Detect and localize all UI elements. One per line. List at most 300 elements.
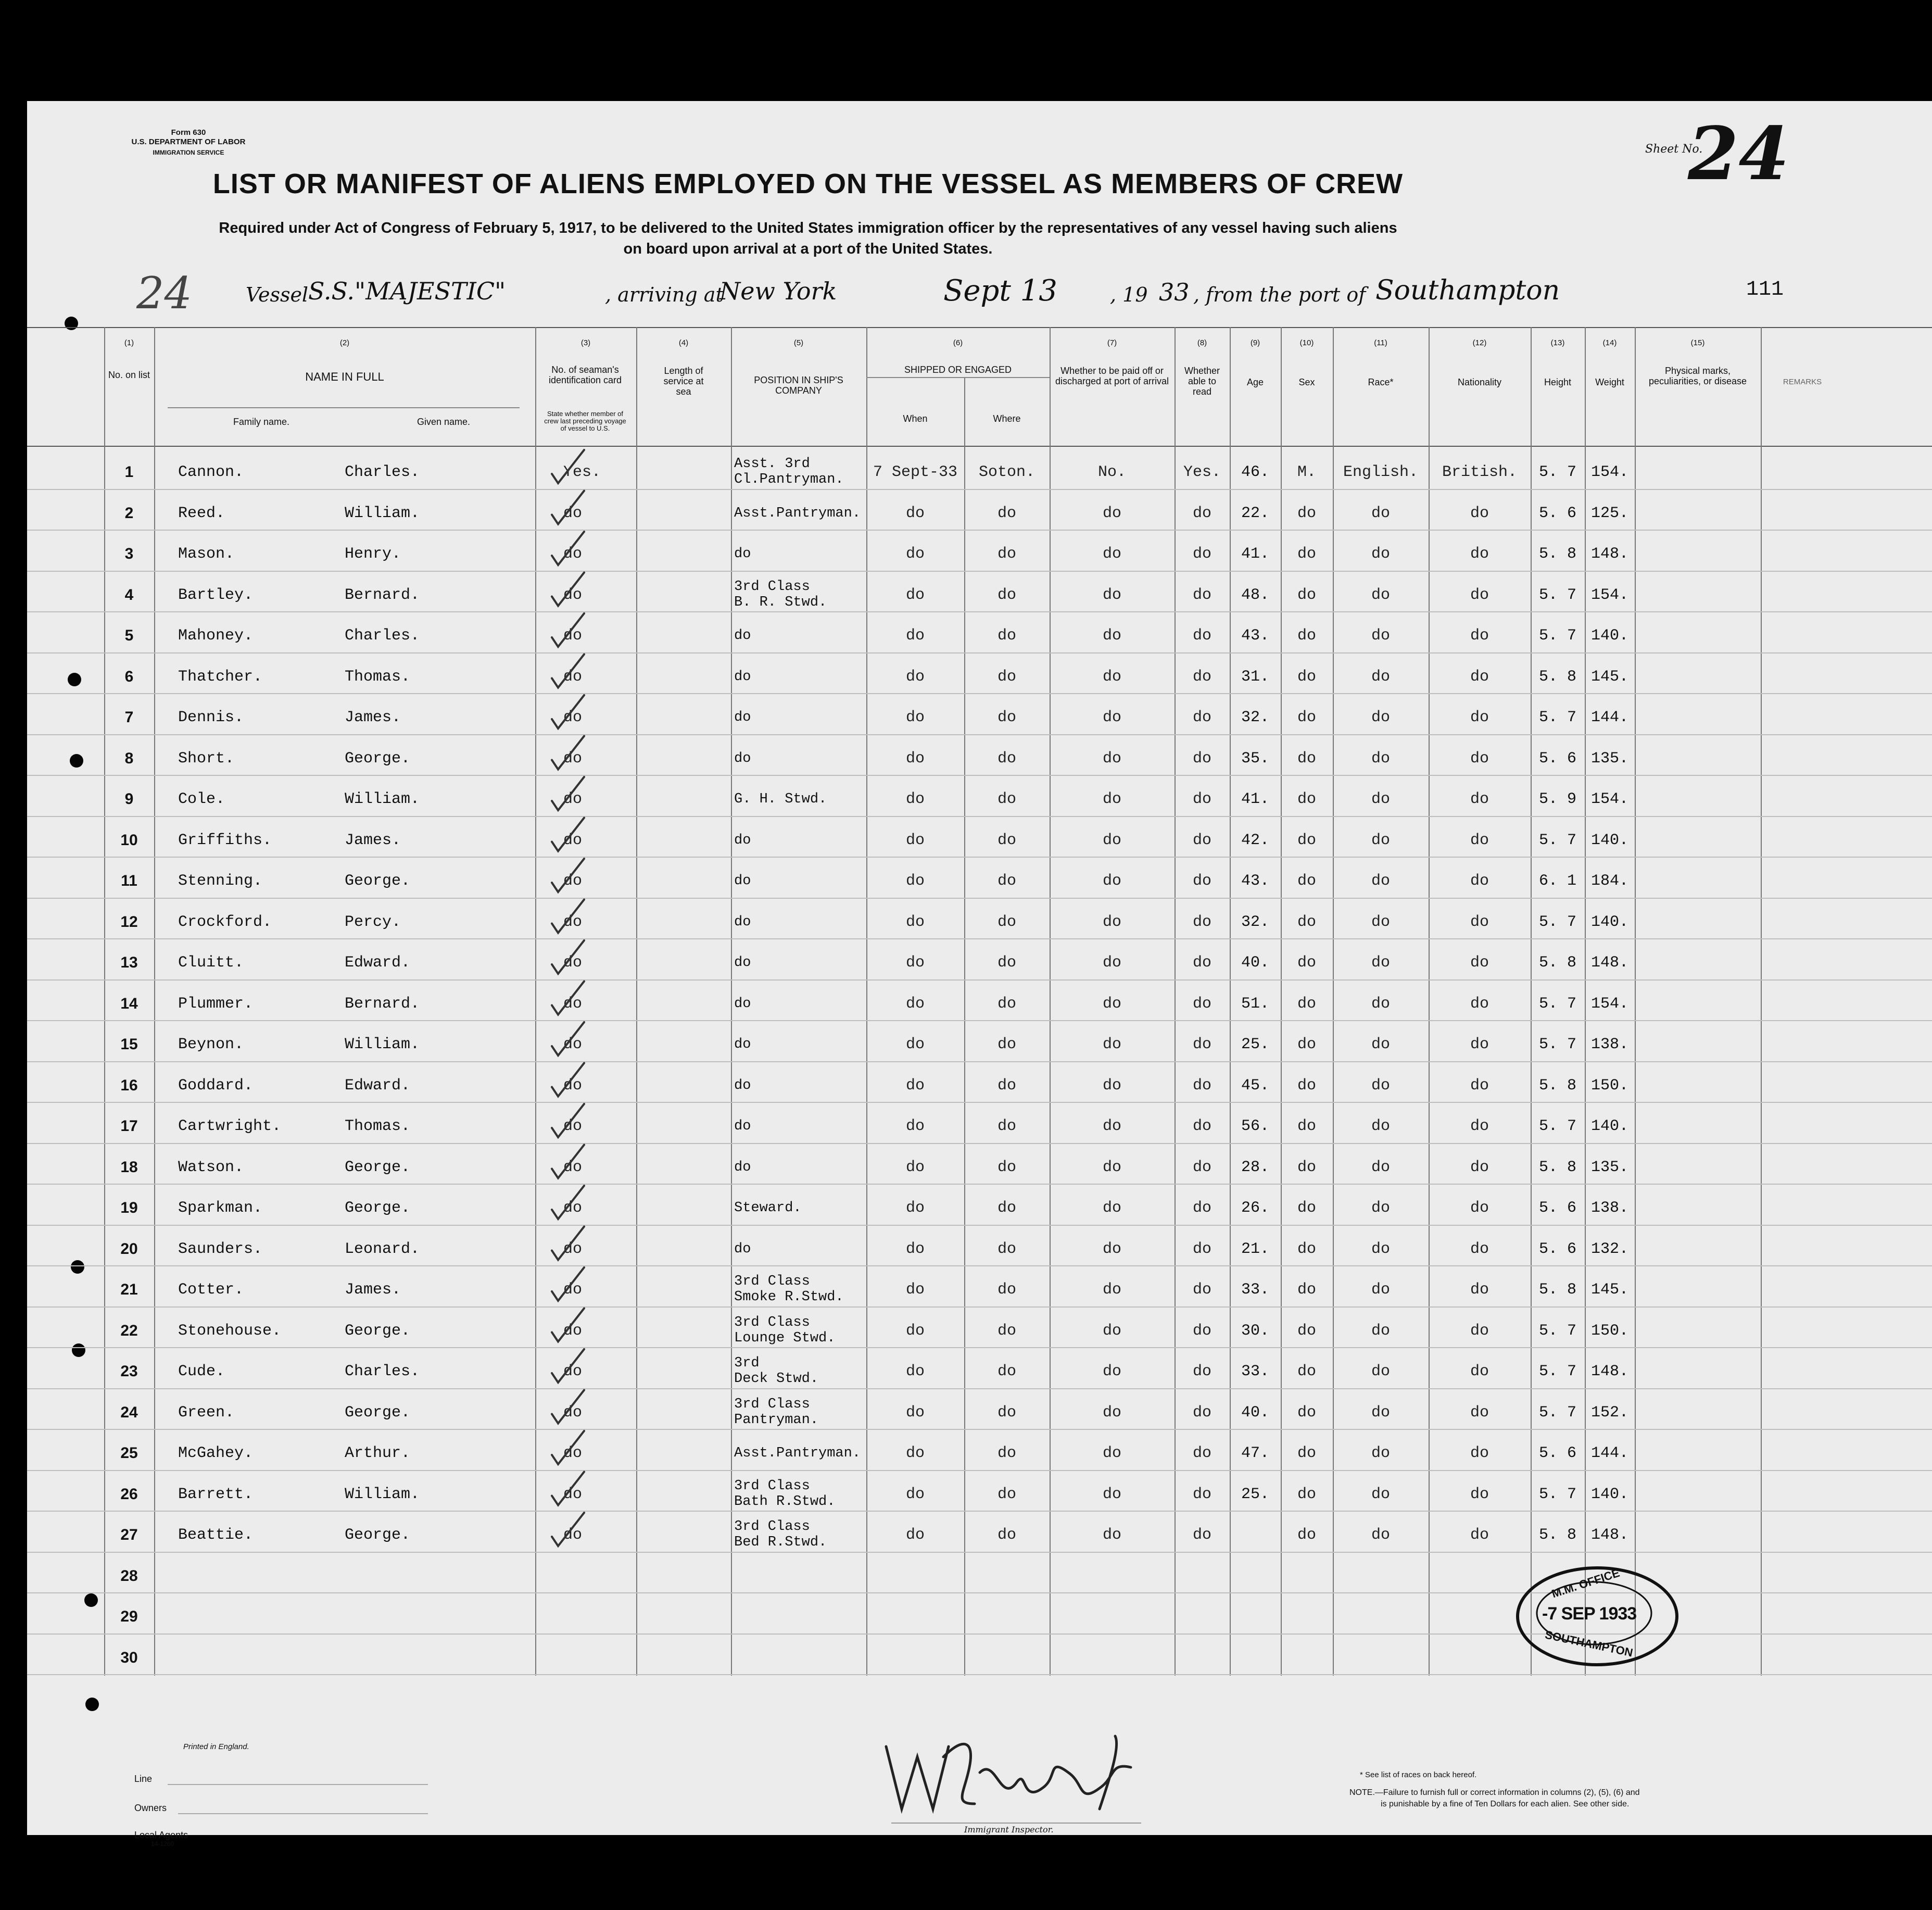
cell-shipped-when: do (905, 1363, 925, 1380)
cell-race: do (1371, 1117, 1390, 1135)
cell-previous-voyage: do (563, 668, 583, 686)
cell-family-name: Crockford. (178, 913, 272, 931)
cell-sex: do (1297, 1036, 1316, 1053)
cell-age: 40. (1241, 1403, 1269, 1422)
cell-position: do (734, 628, 751, 644)
cell-weight: 150. (1590, 1076, 1628, 1095)
cell-paid-off: do (1102, 1076, 1121, 1095)
cell-position: do (734, 750, 751, 766)
cell-shipped-when: do (905, 1158, 925, 1176)
cell-sex: do (1297, 1322, 1316, 1340)
cell-position: 3rd Class B. R. Stwd. (734, 579, 827, 610)
cell-paid-off: do (1102, 586, 1121, 604)
cell-sex: do (1297, 668, 1316, 686)
row-rule (27, 693, 1932, 694)
cell-weight: 145. (1590, 1281, 1628, 1299)
cell-list-number: 17 (120, 1117, 138, 1135)
cell-list-number: 8 (124, 749, 134, 767)
cell-able-to-read: do (1192, 668, 1211, 686)
cell-age: 51. (1241, 995, 1269, 1013)
cell-shipped-when: do (905, 1526, 925, 1544)
cell-height: 5. 6 (1538, 1199, 1576, 1217)
cell-height: 5. 8 (1538, 1281, 1576, 1299)
cell-family-name: Bartley. (178, 586, 254, 604)
cell-able-to-read: do (1192, 872, 1211, 890)
agents-code: 14-1260 (151, 1840, 174, 1848)
binder-hole (84, 1593, 98, 1607)
cell-shipped-where: do (997, 627, 1016, 645)
cell-previous-voyage: do (563, 504, 583, 522)
cell-list-number: 25 (120, 1444, 138, 1462)
cell-sex: do (1297, 954, 1316, 972)
cell-shipped-when: do (905, 709, 925, 726)
cell-height: 5. 7 (1538, 709, 1576, 726)
cell-race: do (1371, 1199, 1390, 1217)
cell-given-name: Charles. (345, 1363, 420, 1380)
cell-given-name: Bernard. (345, 586, 420, 604)
cell-nationality: do (1470, 1322, 1489, 1340)
cell-height: 5. 7 (1538, 1117, 1576, 1135)
cell-able-to-read: do (1192, 831, 1211, 849)
check-mark (552, 655, 584, 688)
row-rule (27, 489, 1932, 490)
cell-family-name: Sparkman. (178, 1199, 263, 1217)
cell-position: do (734, 1119, 751, 1134)
cell-race: do (1371, 1322, 1390, 1340)
check-mark (552, 695, 584, 728)
cell-given-name: Edward. (345, 954, 411, 972)
cell-age: 40. (1241, 954, 1269, 972)
cell-race: do (1371, 1076, 1390, 1095)
cell-age: 43. (1241, 627, 1269, 645)
cell-nationality: do (1470, 1076, 1489, 1095)
cell-shipped-where: do (997, 709, 1016, 726)
cell-paid-off: do (1102, 545, 1121, 563)
check-mark (552, 1186, 584, 1219)
cell-shipped-when: do (905, 1485, 925, 1503)
cell-sex: do (1297, 1485, 1316, 1503)
cell-height: 5. 9 (1538, 790, 1576, 808)
cell-weight: 135. (1590, 1158, 1628, 1176)
cell-able-to-read: do (1192, 1444, 1211, 1462)
cell-shipped-when: do (905, 545, 925, 563)
check-mark (552, 1431, 584, 1464)
cell-paid-off: do (1102, 1444, 1121, 1462)
cell-sex: do (1297, 1076, 1316, 1095)
form-number: Form 630 (171, 128, 206, 137)
cell-weight: 140. (1590, 627, 1628, 645)
check-mark (552, 1145, 584, 1178)
row-rule (27, 611, 1932, 612)
cell-list-number: 4 (124, 586, 134, 604)
cell-family-name: Griffiths. (178, 831, 272, 849)
check-mark (552, 900, 584, 933)
cell-list-number: 12 (120, 913, 138, 931)
cell-nationality: do (1470, 504, 1489, 522)
cell-height: 5. 7 (1538, 1363, 1576, 1380)
cell-previous-voyage: do (563, 1240, 583, 1258)
cell-sex: do (1297, 1403, 1316, 1422)
cell-weight: 135. (1590, 749, 1628, 768)
cell-given-name: George. (345, 1199, 411, 1217)
cell-shipped-where: do (997, 831, 1016, 849)
header-length-of-service: Length of service at sea (663, 366, 704, 397)
cell-nationality: do (1470, 749, 1489, 768)
cell-able-to-read: do (1192, 1199, 1211, 1217)
cell-height: 6. 1 (1538, 872, 1576, 890)
cell-nationality: do (1470, 1485, 1489, 1503)
cell-height: 5. 8 (1538, 1526, 1576, 1544)
cell-weight: 154. (1590, 790, 1628, 808)
cell-sex: do (1297, 1199, 1316, 1217)
col-number: (13) (1550, 338, 1565, 347)
cell-race: do (1371, 1281, 1390, 1299)
line-rule (168, 1784, 428, 1785)
stamp-top-text: M.M. OFFICE (1550, 1566, 1622, 1601)
cell-weight: 140. (1590, 1117, 1628, 1135)
cell-given-name: George. (345, 1526, 411, 1544)
cell-shipped-where: do (997, 749, 1016, 768)
cell-nationality: do (1470, 627, 1489, 645)
cell-list-number: 13 (120, 954, 138, 971)
cell-nationality: do (1470, 1363, 1489, 1380)
cell-shipped-where: do (997, 1403, 1016, 1422)
row-rule (27, 816, 1932, 817)
cell-height: 5. 6 (1538, 504, 1576, 522)
cell-weight: 152. (1590, 1403, 1628, 1422)
cell-paid-off: do (1102, 1240, 1121, 1258)
cell-family-name: Cude. (178, 1363, 225, 1380)
col-number: (10) (1299, 338, 1314, 347)
cell-given-name: Charles. (345, 627, 420, 645)
cell-given-name: George. (345, 872, 411, 890)
cell-age: 32. (1241, 913, 1269, 931)
cell-list-number: 5 (124, 627, 134, 644)
cell-nationality: do (1470, 831, 1489, 849)
cell-family-name: Dennis. (178, 709, 244, 726)
departure-port: Southampton (1375, 275, 1560, 306)
cell-paid-off: do (1102, 1363, 1121, 1380)
cell-list-number: 26 (120, 1485, 138, 1503)
cell-given-name: William. (345, 1036, 420, 1053)
cell-weight: 140. (1590, 913, 1628, 931)
cell-nationality: do (1470, 913, 1489, 931)
cell-list-number: 9 (124, 790, 134, 808)
cell-weight: 140. (1590, 831, 1628, 849)
check-mark (552, 940, 584, 974)
cell-nationality: do (1470, 790, 1489, 808)
cell-able-to-read: do (1192, 1240, 1211, 1258)
cell-shipped-where: do (997, 586, 1016, 604)
sheet-number: 24 (1688, 111, 1789, 197)
row-rule (27, 1429, 1932, 1430)
cell-position: 3rd Deck Stwd. (734, 1355, 819, 1387)
cell-given-name: Bernard. (345, 995, 420, 1013)
cell-paid-off: do (1102, 709, 1121, 726)
cell-height: 5. 7 (1538, 1036, 1576, 1053)
vessel-label: Vessel (246, 283, 309, 306)
check-mark (552, 982, 584, 1015)
row-rule (27, 1552, 1932, 1553)
cell-list-number: 22 (120, 1322, 138, 1339)
binder-hole (85, 1698, 99, 1711)
cell-shipped-when: do (905, 1403, 925, 1422)
cell-height: 5. 8 (1538, 545, 1576, 563)
binder-hole (71, 1260, 84, 1274)
cell-age: 21. (1241, 1240, 1269, 1258)
cell-paid-off: do (1102, 913, 1121, 931)
binder-hole (70, 754, 83, 768)
cell-age: 28. (1241, 1158, 1269, 1176)
header-shipped-or-engaged: SHIPPED OR ENGAGED (904, 365, 1012, 375)
cell-given-name: Leonard. (345, 1240, 420, 1258)
col-number: (11) (1374, 338, 1387, 347)
cell-shipped-when: do (905, 586, 925, 604)
cell-shipped-when: do (905, 504, 925, 522)
cell-age: 45. (1241, 1076, 1269, 1095)
col-number: (9) (1250, 338, 1260, 347)
header-nationality: Nationality (1457, 377, 1502, 387)
inspector-label: Immigrant Inspector. (964, 1825, 1054, 1834)
cell-nationality: do (1470, 545, 1489, 563)
row-rule (27, 1184, 1932, 1185)
arrival-date: Sept 13 (943, 274, 1057, 308)
check-mark (552, 859, 584, 892)
shipped-subheader-rule (866, 377, 1050, 378)
cell-shipped-when: do (905, 1240, 925, 1258)
requirement-line-2: on board upon arrival at a port of the United States. (623, 241, 993, 257)
cell-race: do (1371, 995, 1390, 1013)
header-given-name: Given name. (416, 417, 471, 427)
row-rule (27, 1143, 1932, 1144)
cell-family-name: Green. (178, 1403, 235, 1422)
cell-previous-voyage: do (563, 545, 583, 563)
cell-able-to-read: do (1192, 749, 1211, 768)
cell-age: 43. (1241, 872, 1269, 890)
cell-previous-voyage: do (563, 913, 583, 931)
cell-paid-off: do (1102, 627, 1121, 645)
cell-sex: do (1297, 872, 1316, 890)
cell-sex: do (1297, 545, 1316, 563)
cell-position: 3rd Class Pantryman. (734, 1396, 819, 1428)
cell-sex: do (1297, 1158, 1316, 1176)
cell-able-to-read: do (1192, 1322, 1211, 1340)
cell-given-name: Charles. (345, 463, 420, 481)
cell-family-name: Short. (178, 749, 235, 768)
cell-previous-voyage: do (563, 1117, 583, 1135)
cell-list-number: 2 (124, 504, 134, 522)
cell-race: do (1371, 749, 1390, 768)
cell-list-number: 15 (120, 1036, 138, 1053)
cell-position: Asst. 3rd Cl.Pantryman. (734, 456, 844, 487)
cell-height: 5. 8 (1538, 954, 1576, 972)
header-id-card: No. of seaman's identification card (548, 365, 622, 385)
cell-paid-off: do (1102, 831, 1121, 849)
table-top-rule (27, 327, 1932, 328)
col-number: (12) (1472, 338, 1487, 347)
cell-given-name: George. (345, 749, 411, 768)
cell-list-number: 11 (121, 872, 137, 889)
header-remarks: REMARKS (1783, 378, 1822, 386)
cell-previous-voyage: do (563, 1281, 583, 1299)
cell-height: 5. 8 (1538, 1076, 1576, 1095)
cell-sex: do (1297, 504, 1316, 522)
check-mark (552, 450, 584, 483)
cell-race: do (1371, 504, 1390, 522)
cell-sex: do (1297, 1444, 1316, 1462)
page-number: 111 (1746, 278, 1784, 301)
cell-able-to-read: do (1192, 954, 1211, 972)
cell-paid-off: do (1102, 1526, 1121, 1544)
cell-race: do (1371, 831, 1390, 849)
cell-age: 25. (1241, 1485, 1269, 1503)
cell-previous-voyage: do (563, 1199, 583, 1217)
row-rule (27, 857, 1932, 858)
cell-sex: do (1297, 627, 1316, 645)
cell-paid-off: do (1102, 1117, 1121, 1135)
header-family-name: Family name. (233, 417, 290, 427)
row-rule (27, 979, 1932, 981)
inspector-rule (891, 1823, 1141, 1824)
col-number: (15) (1690, 338, 1705, 347)
cell-shipped-when: do (905, 831, 925, 849)
row-rule (27, 1102, 1932, 1103)
check-mark (552, 1309, 584, 1342)
header-race: Race* (1368, 377, 1394, 387)
cell-given-name: James. (345, 709, 401, 726)
cell-sex: do (1297, 1240, 1316, 1258)
cell-age: 32. (1241, 709, 1269, 726)
cell-shipped-where: do (997, 1158, 1016, 1176)
cell-height: 5. 6 (1538, 1444, 1576, 1462)
cell-shipped-when: do (905, 1444, 925, 1462)
cell-paid-off: do (1102, 1485, 1121, 1503)
cell-nationality: do (1470, 1403, 1489, 1422)
row-rule (27, 898, 1932, 899)
check-mark (552, 1063, 584, 1097)
cell-given-name: Arthur. (345, 1444, 411, 1462)
check-mark (552, 1104, 584, 1137)
cell-weight: 138. (1590, 1199, 1628, 1217)
penalty-note-2: is punishable by a fine of Ten Dollars for each alien. See other side. (1381, 1800, 1630, 1808)
cell-shipped-when: do (905, 790, 925, 808)
cell-shipped-when: do (905, 1281, 925, 1299)
cell-family-name: Mason. (178, 545, 235, 563)
cell-height: 5. 7 (1538, 1485, 1576, 1503)
cell-weight: 148. (1590, 1526, 1628, 1544)
cell-able-to-read: do (1192, 504, 1211, 522)
cell-race: English. (1343, 463, 1419, 481)
cell-shipped-when: do (905, 1076, 925, 1095)
header-age: Age (1246, 377, 1264, 387)
cell-race: do (1371, 545, 1390, 563)
row-rule (27, 1265, 1932, 1266)
cell-shipped-where: do (997, 1322, 1016, 1340)
cell-nationality: British. (1442, 463, 1518, 481)
cell-list-number: 14 (120, 995, 138, 1012)
cell-list-number: 3 (124, 545, 134, 562)
header-weight: Weight (1595, 377, 1624, 387)
cell-weight: 154. (1590, 995, 1628, 1013)
row-rule (27, 1511, 1932, 1512)
penalty-note-1: NOTE.—Failure to furnish full or correct information in columns (2), (5), (6) and (1349, 1788, 1640, 1797)
service-name: IMMIGRATION SERVICE (153, 149, 224, 156)
cell-family-name: Cannon. (178, 463, 244, 481)
cell-previous-voyage: do (563, 1526, 583, 1544)
cell-race: do (1371, 1036, 1390, 1053)
cell-nationality: do (1470, 1036, 1489, 1053)
row-rule (27, 938, 1932, 939)
cell-given-name: Thomas. (345, 668, 411, 686)
cell-sex: do (1297, 1363, 1316, 1380)
cell-shipped-where: do (997, 504, 1016, 522)
row-rule (27, 1470, 1932, 1471)
cell-shipped-when: do (905, 913, 925, 931)
cell-able-to-read: do (1192, 1076, 1211, 1095)
cell-shipped-where: do (997, 1117, 1016, 1135)
cell-given-name: William. (345, 790, 420, 808)
cell-previous-voyage: do (563, 954, 583, 972)
cell-previous-voyage: do (563, 1363, 583, 1380)
cell-height: 5. 8 (1538, 668, 1576, 686)
cell-position: 3rd Class Lounge Stwd. (734, 1314, 836, 1346)
cell-race: do (1371, 1158, 1390, 1176)
cell-position: do (734, 1037, 751, 1052)
cell-shipped-when: do (905, 627, 925, 645)
cell-race: do (1371, 954, 1390, 972)
cell-position: Asst.Pantryman. (734, 1446, 861, 1461)
cell-sex: M. (1297, 463, 1316, 481)
cell-given-name: Thomas. (345, 1117, 411, 1135)
cell-list-number: 16 (120, 1076, 138, 1094)
cell-age: 31. (1241, 668, 1269, 686)
cell-height: 5. 6 (1538, 749, 1576, 768)
cell-sex: do (1297, 586, 1316, 604)
cell-given-name: William. (345, 1485, 420, 1503)
cell-shipped-when: do (905, 872, 925, 890)
cell-paid-off: No. (1097, 463, 1126, 481)
cell-weight: 184. (1590, 872, 1628, 890)
header-when: When (903, 413, 928, 424)
cell-position: Asst.Pantryman. (734, 505, 861, 521)
arrival-year: 33 (1159, 278, 1190, 306)
cell-list-number: 24 (120, 1403, 138, 1421)
cell-family-name: Reed. (178, 504, 225, 522)
cell-previous-voyage: do (563, 1403, 583, 1422)
cell-shipped-when: do (905, 1322, 925, 1340)
cell-age: 42. (1241, 831, 1269, 849)
cell-weight: 144. (1590, 709, 1628, 726)
header-height: Height (1544, 377, 1572, 387)
header-physical-marks: Physical marks, peculiarities, or disease (1648, 366, 1747, 386)
header-position: POSITION IN SHIP'S COMPANY (754, 375, 843, 396)
cell-age: 47. (1241, 1444, 1269, 1462)
cell-age: 33. (1241, 1281, 1269, 1299)
check-mark (552, 1022, 584, 1055)
cell-shipped-where: do (997, 1281, 1016, 1299)
cell-nationality: do (1470, 872, 1489, 890)
cell-age: 41. (1241, 545, 1269, 563)
cell-shipped-where: Soton. (978, 463, 1036, 481)
cell-age: 48. (1241, 586, 1269, 604)
cell-race: do (1371, 1403, 1390, 1422)
cell-nationality: do (1470, 709, 1489, 726)
cell-race: do (1371, 1240, 1390, 1258)
cell-shipped-where: do (997, 790, 1016, 808)
cell-position: do (734, 955, 751, 971)
cell-position: G. H. Stwd. (734, 791, 827, 807)
col-number: (14) (1602, 338, 1617, 347)
